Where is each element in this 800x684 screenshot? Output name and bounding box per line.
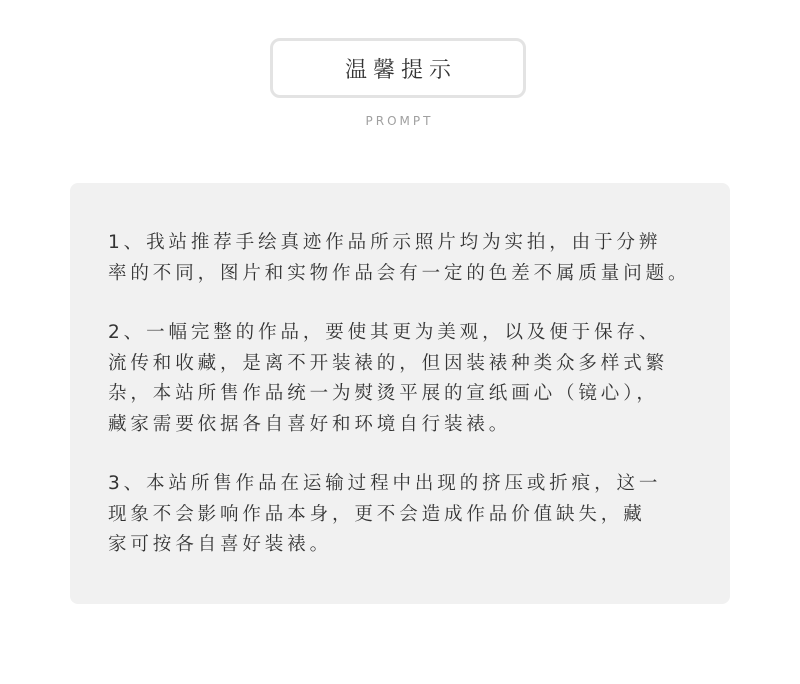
notice-line: 现象不会影响作品本身，更不会造成作品价值缺失，藏: [108, 503, 646, 525]
notice-line: 1、我站推荐手绘真迹作品所示照片均为实拍，由于分辨: [108, 232, 662, 253]
notice-line: 家可按各自喜好装裱。: [108, 534, 333, 555]
notice-paragraph-1: [108, 228, 700, 289]
notice-paragraph-2: [108, 318, 700, 440]
notice-line: 3、本站所售作品在运输过程中出现的挤压或折痕，这一: [108, 473, 662, 494]
notice-line: 杂，本站所售作品统一为熨烫平展的宣纸画心（镜心），: [108, 383, 659, 404]
notice-line: 率的不同，图片和实物作品会有一定的色差不属质量问题。: [108, 262, 691, 284]
page-subtitle: PROMPT: [365, 114, 434, 128]
notice-line: 流传和收藏，是离不开装裱的，但因装裱种类众多样式繁: [108, 352, 669, 374]
title-box: [270, 38, 526, 98]
notice-line: 2、一幅完整的作品，要使其更为美观，以及便于保存、: [108, 322, 662, 343]
notice-line: 藏家需要依据各自喜好和环境自行装裱。: [108, 413, 512, 435]
page-title: 温馨提示: [344, 57, 457, 83]
notice-panel: [70, 183, 730, 604]
notice-paragraph-3: [108, 469, 700, 561]
